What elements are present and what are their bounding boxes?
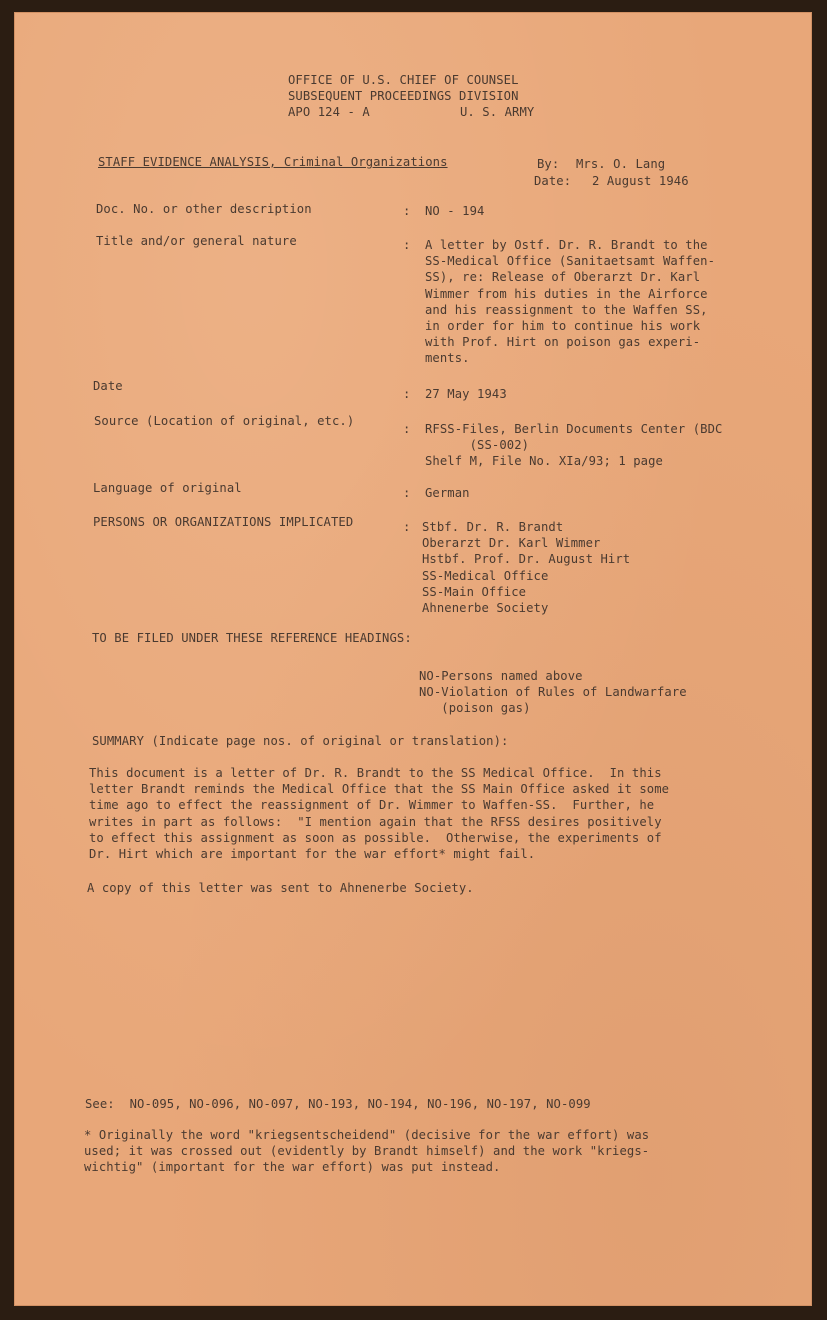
- header-line-1: OFFICE OF U.S. CHIEF OF COUNSEL: [288, 73, 519, 87]
- footnote: * Originally the word "kriegsentscheidend" (decisive for the war effort) was used; it was crossed out (evidently by Brandt himself) and the work "kriegs- wichtig" (important for the war effort) was put instead.: [84, 1128, 650, 1175]
- field-value-title: A letter by Ostf. Dr. R. Brandt to the SS-Medical Office (Sanitaetsamt Waffen- SS), re: Release of Oberarzt Dr. Karl Wimmer from his duties in the Airforce and his reassignment to the Waffen SS, in order for him to continue his work with Prof. Hirt on poison gas experi- ments.: [425, 238, 716, 366]
- field-value-doc-no: NO - 194: [425, 204, 485, 218]
- field-label-doc-no: Doc. No. or other description: [96, 202, 312, 216]
- colon: :: [403, 422, 411, 436]
- by-value: Mrs. O. Lang: [576, 157, 666, 171]
- field-label-source: Source (Location of original, etc.): [94, 414, 355, 428]
- field-label-persons: PERSONS OR ORGANIZATIONS IMPLICATED: [93, 515, 354, 529]
- summary-copy-note: A copy of this letter was sent to Ahnenerbe Society.: [87, 881, 474, 895]
- field-value-language: German: [425, 486, 470, 500]
- field-label-language: Language of original: [93, 481, 242, 495]
- header-line-3-left: APO 124 - A: [288, 105, 370, 119]
- by-label: By:: [537, 157, 560, 171]
- colon: :: [403, 204, 411, 218]
- analysis-title: STAFF EVIDENCE ANALYSIS, Criminal Organizations: [98, 155, 448, 169]
- colon: :: [403, 387, 411, 401]
- header-line-3-right: U. S. ARMY: [460, 105, 535, 119]
- field-label-title: Title and/or general nature: [96, 234, 297, 248]
- date-label: Date:: [534, 174, 572, 188]
- field-label-date: Date: [93, 379, 123, 393]
- field-value-date: 27 May 1943: [425, 387, 507, 401]
- summary-body: This document is a letter of Dr. R. Brandt to the SS Medical Office. In this letter Brandt reminds the Medical Office that the SS Main Office asked it some time ago to effect the reassignment of Dr. Wimmer to Waffen-SS. Further, he writes in part as follows: "I mention again that the RFSS desires positively to effect this assignment as soon as possible. Otherwise, the experiments of Dr. Hirt which are important for the war effort* might fail.: [89, 766, 670, 862]
- reference-items: NO-Persons named above NO-Violation of Rules of Landwarfare (poison gas): [419, 669, 687, 716]
- field-value-source: RFSS-Files, Berlin Documents Center (BDC (SS-002) Shelf M, File No. XIa/93; 1 page: [425, 422, 723, 469]
- summary-heading: SUMMARY (Indicate page nos. of original or translation):: [92, 734, 509, 748]
- date-value: 2 August 1946: [592, 174, 689, 188]
- header-line-2: SUBSEQUENT PROCEEDINGS DIVISION: [288, 89, 519, 103]
- colon: :: [403, 520, 411, 534]
- see-also: See: NO-095, NO-096, NO-097, NO-193, NO-194, NO-196, NO-197, NO-099: [85, 1097, 591, 1111]
- reference-heading: TO BE FILED UNDER THESE REFERENCE HEADINGS:: [92, 631, 412, 645]
- colon: :: [403, 238, 411, 252]
- colon: :: [403, 486, 411, 500]
- field-value-persons: Stbf. Dr. R. Brandt Oberarzt Dr. Karl Wimmer Hstbf. Prof. Dr. August Hirt SS-Medical Office SS-Main Office Ahnenerbe Society: [422, 520, 631, 616]
